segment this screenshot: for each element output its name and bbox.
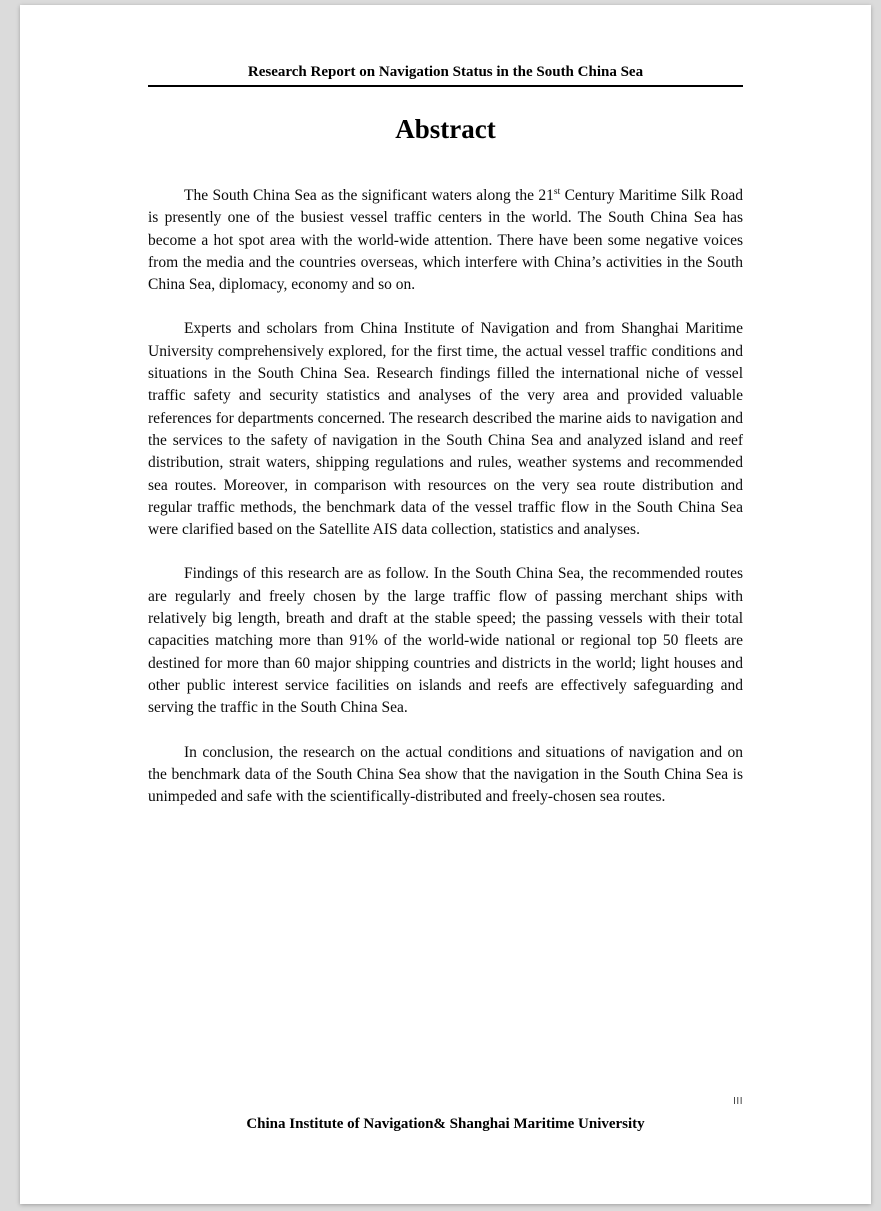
running-header bbox=[148, 63, 743, 87]
paragraph-3: Findings of this research are as follow. In the South China Sea, the recommended routes are regularly and freely chosen by the large traffic flow of passing merchant ships with relatively big length, breath and draft at the stable speed; the passing vessels with their total capacities matching more than 91% of the world-wide national or regional top 50 fleets are destined for more than 60 major shipping countries and districts in the world; light houses and other public interest service facilities on islands and reefs are effectively safeguarding and serving the traffic in the South China Sea. bbox=[148, 565, 743, 717]
running-header-title: Research Report on Navigation Status in the South China Sea bbox=[247, 64, 644, 80]
paragraph-1-text-after-superscript: Century Maritime Silk Road is presently one of the busiest vessel traffic centers in the world. The South China Sea has become a hot spot area with the world-wide attention. There have been some negative voices from the media and the countries overseas, which interfere with China’s activities in the South China Sea, diplomacy, economy and so on. bbox=[148, 187, 743, 294]
paragraph-2: Experts and scholars from China Institute of Navigation and from Shanghai Maritime University comprehensively explored, for the first time, the actual vessel traffic conditions and situations in the South China Sea. Research findings filled the international niche of vessel traffic safety and security statistics and analyses of the very area and provided valuable references for departments concerned. The research described the marine aids to navigation and the services to the safety of navigation in the South China Sea and analyzed island and reef distribution, strait waters, shipping regulations and rules, weather systems and recommended sea routes. Moreover, in comparison with resources on the very sea route distribution and regular traffic methods, the benchmark data of the vessel traffic flow in the South China Sea were clarified based on the Satellite AIS data collection, statistics and analyses. bbox=[148, 320, 743, 539]
abstract-body bbox=[148, 185, 743, 808]
page-number: III bbox=[733, 1096, 743, 1107]
paragraph-1-text-before-superscript: The South China Sea as the significant waters along the 21 bbox=[184, 187, 554, 204]
paragraph-4: In conclusion, the research on the actual conditions and situations of navigation and on the benchmark data of the South China Sea show that the navigation in the South China Sea is unimpeded and safe with the scientifically-distributed and freely-chosen sea routes. bbox=[148, 743, 743, 806]
page-title: Abstract bbox=[395, 114, 496, 144]
ordinal-superscript: st bbox=[553, 187, 561, 197]
paragraph-1 bbox=[148, 185, 743, 296]
running-footer: China Institute of Navigation& Shanghai Maritime University bbox=[246, 1116, 645, 1132]
document-page bbox=[20, 5, 871, 1204]
